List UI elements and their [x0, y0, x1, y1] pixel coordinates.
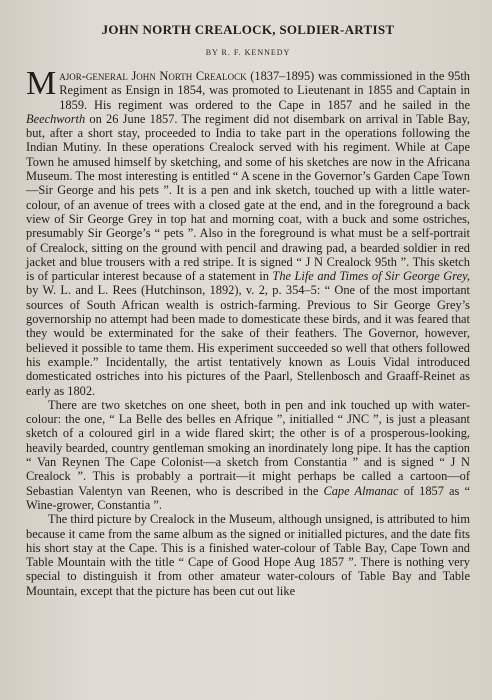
paragraph-1-text-a: (1837–1895) was commissioned in the 95th Regiment as Ensign in 1854, was promoted to Lieutenant in 1855 and Captain in 1859. His regiment was ordered to the Cape in 1857 and he sailed in the: [59, 69, 470, 112]
paragraph-1-text-c: by W. L. and L. Rees (Hutchinson, 1892), v. 2, p. 354–5: “ One of the most important sources of South African wealth is ostrich-farming. Previous to Sir George Grey’s governorship no attempt had been made to domesticate these birds, and it was feared that they would be exterminated for the sake of their feathers. The Governor, however, believed it possible to tame them. His experiment succeeded so well that others followed his example.” Incidentally, the artist tentatively known as Louis Vidal introduced domesticated ostriches into his pictures of the Paarl, Stellenbosch and Graaff-Reinet as early as 1802.: [26, 283, 470, 398]
paragraph-2-text-a: There are two sketches on one sheet, both in pen and ink touched up with water-colour: the one, “ La Belle des belles en Afrique ”, initialled “ JNC ”, is just a pleasant sketch of a coloured girl in a wide flared skirt; the other is of a prosperous-looking, heavily bearded, country gentleman smoking an inordinately long pipe. It has the caption “ Van Reynen The Cape Colonist—a sketch from Constantia ” and is signed “ J N Crealock ”. This is probably a portrait—it might perhaps be called a cartoon—of Sebastian Valentyn van Reenen, who is described in the: [26, 397, 470, 498]
article-title: JOHN NORTH CREALOCK, SOLDIER-ARTIST: [101, 22, 395, 37]
paragraph-3-text: The third picture by Crealock in the Museum, although unsigned, is attributed to him because it came from the same album as the signed or initialled pictures, and the date fits his short stay at the Cape. This is a finished water-colour of Table Bay, Cape Town and Table Mountain with the title “ Cape of Good Hope Aug 1857 ”. There is nothing very special to distinguish it from other amateur water-colours of Table Bay and Table Mountain, except that the picture has been cut out like: [26, 512, 470, 598]
ship-name: Beechworth: [26, 111, 86, 126]
almanac-title: Cape Almanac: [323, 483, 399, 498]
lead-in: ajor-general John North Crealock: [59, 69, 247, 83]
paragraph-2-text-b: of 1857 as “ Wine-grower, Constantia ”.: [26, 483, 470, 512]
paragraph-3: [26, 512, 470, 598]
article-byline: BY R. F. KENNEDY: [205, 48, 291, 57]
book-title: The Life and Times of Sir George Grey,: [272, 269, 470, 284]
drop-cap: M: [26, 65, 57, 102]
paragraph-2: [26, 398, 470, 512]
paragraph-1: [26, 65, 470, 398]
paragraph-1-text-b: on 26 June 1857. The regiment did not disembark on arrival in Table Bay, but, after a short stay, proceeded to India to take part in the operations following the Indian Mutiny. In these operations Crealock served with his regiment. While at Cape Town he amused himself by sketching, and some of his sketches are now in the Africana Museum. The most interesting is entitled “ A scene in the Governor’s Garden Cape Town—Sir George and his pets ”. It is a pen and ink sketch, touched up with a little water-colour, of an avenue of trees with a closed gate at the end, and in the foreground a back view of Sir George Grey in top hat and morning coat, with a buck and some ostriches, presumably Sir George’s “ pets ”. Also in the foreground is what must be a self-portrait of Crealock, sitting on the ground with pencil and drawing pad, a bearded soldier in red jacket and blue trousers with a red stripe. It is signed “ J N Crealock 95th ”. This sketch is of particular interest because of a statement in: [26, 111, 470, 284]
